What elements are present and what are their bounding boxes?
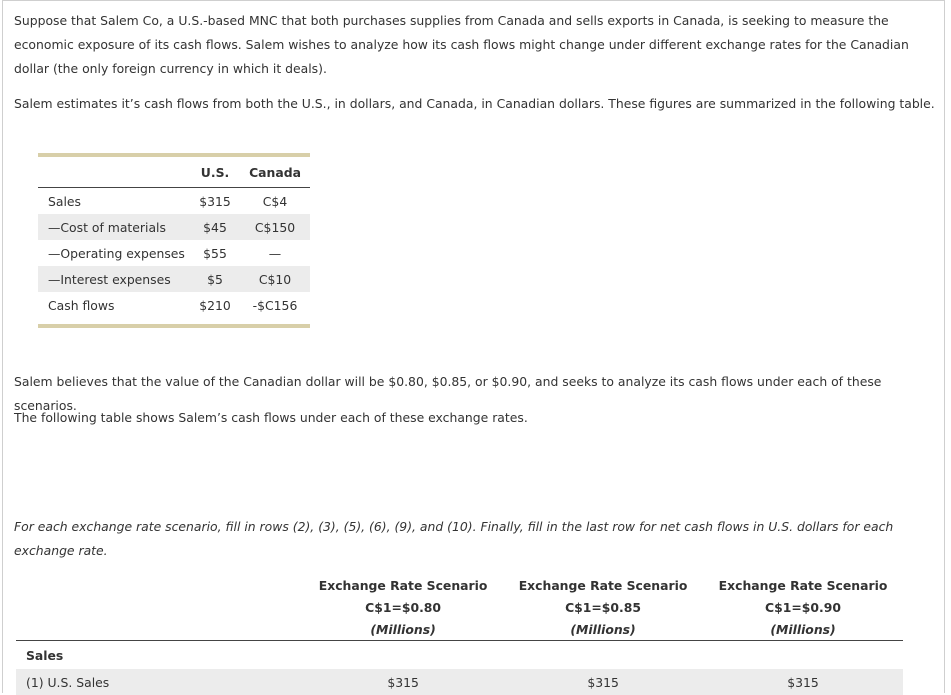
cash-flow-table [38,153,310,328]
us-value: $315 [199,193,231,209]
us-value: $45 [203,219,227,235]
table-header-row [38,157,310,188]
scenario-paragraph: Salem believes that the value of the Canadian dollar will be $0.80, $0.85, or $0.90, and seeks to analyze its cash flows under each of these scenarios. [14,374,882,413]
table-row [38,266,310,292]
table-row [38,292,310,318]
table-bottom-rule [38,324,310,328]
us-value: $210 [199,297,231,313]
scenario-title: Exchange Rate Scenario [518,578,688,593]
header-us: U.S. [200,164,230,180]
table-row [38,214,310,240]
canada-value: -$C156 [252,297,298,313]
header-canada: Canada [249,164,301,180]
scenario-unit: (Millions) [570,622,636,637]
scenario-header-row [16,575,903,641]
canada-value: C$150 [254,219,296,235]
table-row [38,188,310,214]
row-label: —Cost of materials [48,219,166,235]
estimate-paragraph: Salem estimates it’s cash flows from both the U.S., in dollars, and Canada, in Canadian dollars. These figures are summarized in the following table. [14,96,935,111]
instructions-paragraph: For each exchange rate scenario, fill in rows (2), (3), (5), (6), (9), and (10). Finally, fill in the last row for net cash flows in U.S. dollars for each exchange rate. [14,519,894,558]
scenario-title: Exchange Rate Scenario [718,578,888,593]
row-label: —Operating expenses [48,245,185,261]
section-label: Sales [26,647,64,663]
table-row [38,240,310,266]
scenario-header [703,575,903,640]
scenario-value: $315 [787,674,819,690]
section-row [16,641,903,669]
scenario-rate: C$1=$0.80 [365,600,442,615]
canada-value: — [268,245,282,261]
us-value: $5 [207,271,223,287]
scenario-table [16,575,903,695]
scenario-unit: (Millions) [370,622,436,637]
scenario-rate: C$1=$0.90 [765,600,841,615]
row-label: —Interest expenses [48,271,171,287]
us-value: $55 [203,245,227,261]
header-blank [16,575,303,640]
problem-page [2,0,945,693]
scenario-header [303,575,503,640]
scenario-title: Exchange Rate Scenario [318,578,488,593]
intro-paragraph: Suppose that Salem Co, a U.S.-based MNC that both purchases supplies from Canada and sells exports in Canada, is seeking to measure the economic exposure of its cash flows. Salem wishes to analyze how its cash flows might change under different exchange rates for the Canadian dollar (the only foreign currency in which it deals). [14,13,909,76]
table-row [16,669,903,695]
row-label: Cash flows [48,297,115,313]
scenario-unit: (Millions) [770,622,836,637]
scenario-value: $315 [587,674,619,690]
canada-value: C$10 [258,271,292,287]
canada-value: C$4 [262,193,288,209]
row-label: Sales [48,193,81,209]
scenario-header [503,575,703,640]
row-label: (1) U.S. Sales [26,674,110,690]
scenario-value: $315 [387,674,419,690]
table-intro-paragraph: The following table shows Salem’s cash flows under each of these exchange rates. [14,410,528,425]
scenario-rate: C$1=$0.85 [565,600,641,615]
